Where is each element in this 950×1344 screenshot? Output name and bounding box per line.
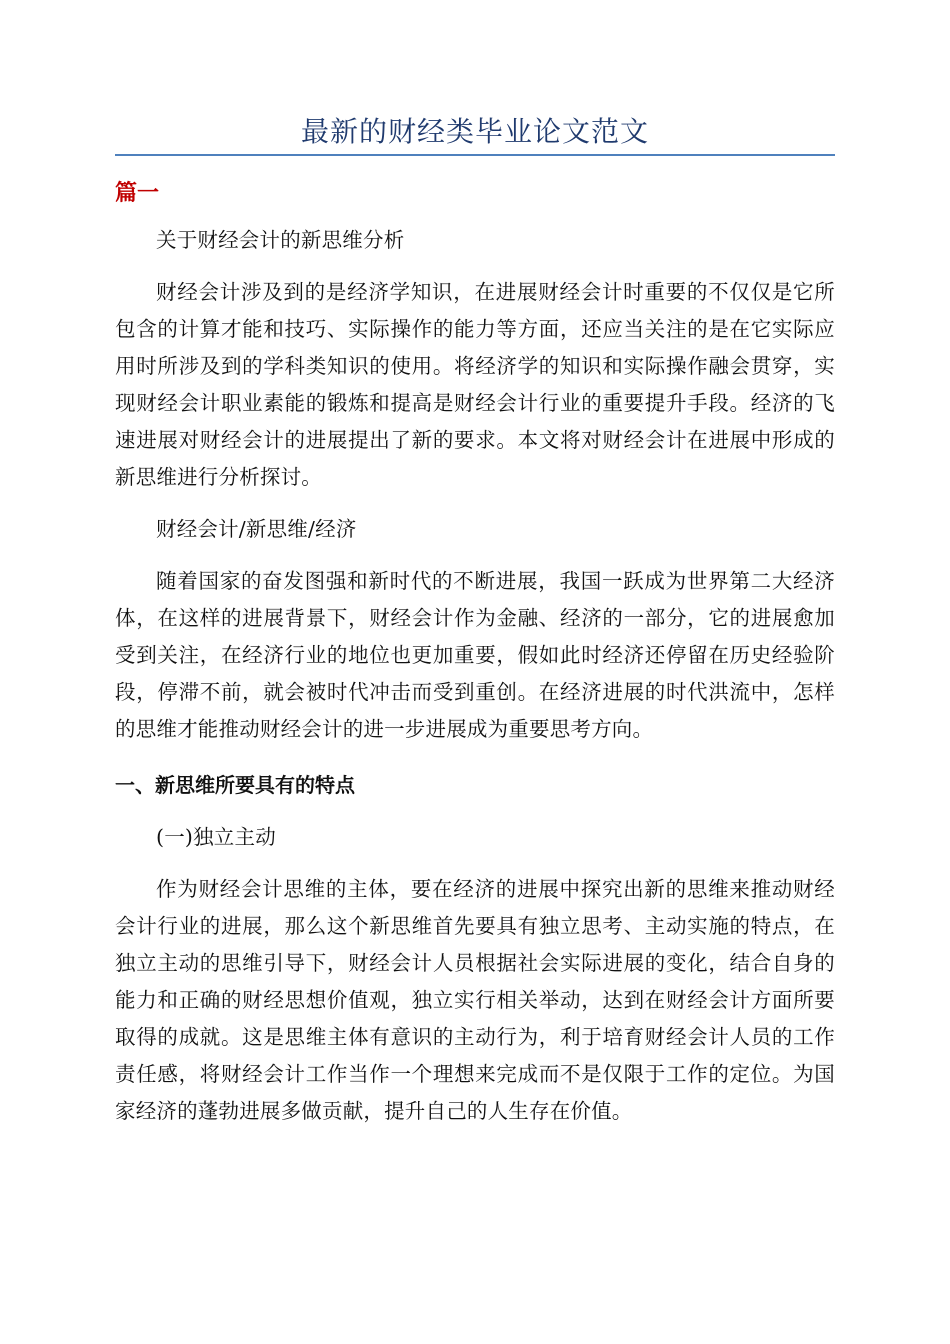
paper-subtitle: 关于财经会计的新思维分析 (156, 228, 405, 252)
abstract-paragraph: 财经会计涉及到的是经济学知识，在进展财经会计时重要的不仅仅是它所包含的计算才能和技巧、实际操作的能力等方面，还应当关注的是在它实际应用时所涉及到的学科类知识的使用。将经济学的知识和实际操作融会贯穿，实现财经会计职业素能的锻炼和提高是财经会计行业的重要提升手段。经济的飞速进展对财经会计的进展提出了新的要求。本文将对财经会计在进展中形成的新思维进行分析探讨。 (115, 280, 835, 489)
intro-paragraph: 随着国家的奋发图强和新时代的不断进展，我国一跃成为世界第二大经济体，在这样的进展背景下，财经会计作为金融、经济的一部分，它的进展愈加受到关注，在经济行业的地位也更加重要，假如此时经济还停留在历史经验阶段，停滞不前，就会被时代冲击而受到重创。在经济进展的时代洪流中，怎样的思维才能推动财经会计的进一步进展成为重要思考方向。 (115, 569, 835, 741)
title-underline (115, 154, 835, 156)
section-label: 篇一 (115, 181, 160, 206)
section-heading-1: 一、新思维所要具有的特点 (115, 773, 355, 797)
document-title: 最新的财经类毕业论文范文 (300, 115, 649, 148)
subheading-1: (一)独立主动 (156, 825, 276, 849)
body-paragraph-1: 作为财经会计思维的主体，要在经济的进展中探究出新的思维来推动财经会计行业的进展，那么这个新思维首先要具有独立思考、主动实施的特点，在独立主动的思维引导下，财经会计人员根据社会实际进展的变化，结合自身的能力和正确的财经思想价值观，独立实行相关举动，达到在财经会计方面所要取得的成就。这是思维主体有意识的主动行为，利于培育财经会计人员的工作责任感，将财经会计工作当作一个理想来完成而不是仅限于工作的定位。为国家经济的蓬勃进展多做贡献，提升自己的人生存在价值。 (115, 877, 835, 1123)
keywords-line: 财经会计/新思维/经济 (156, 517, 357, 541)
document-body (115, 222, 835, 1130)
